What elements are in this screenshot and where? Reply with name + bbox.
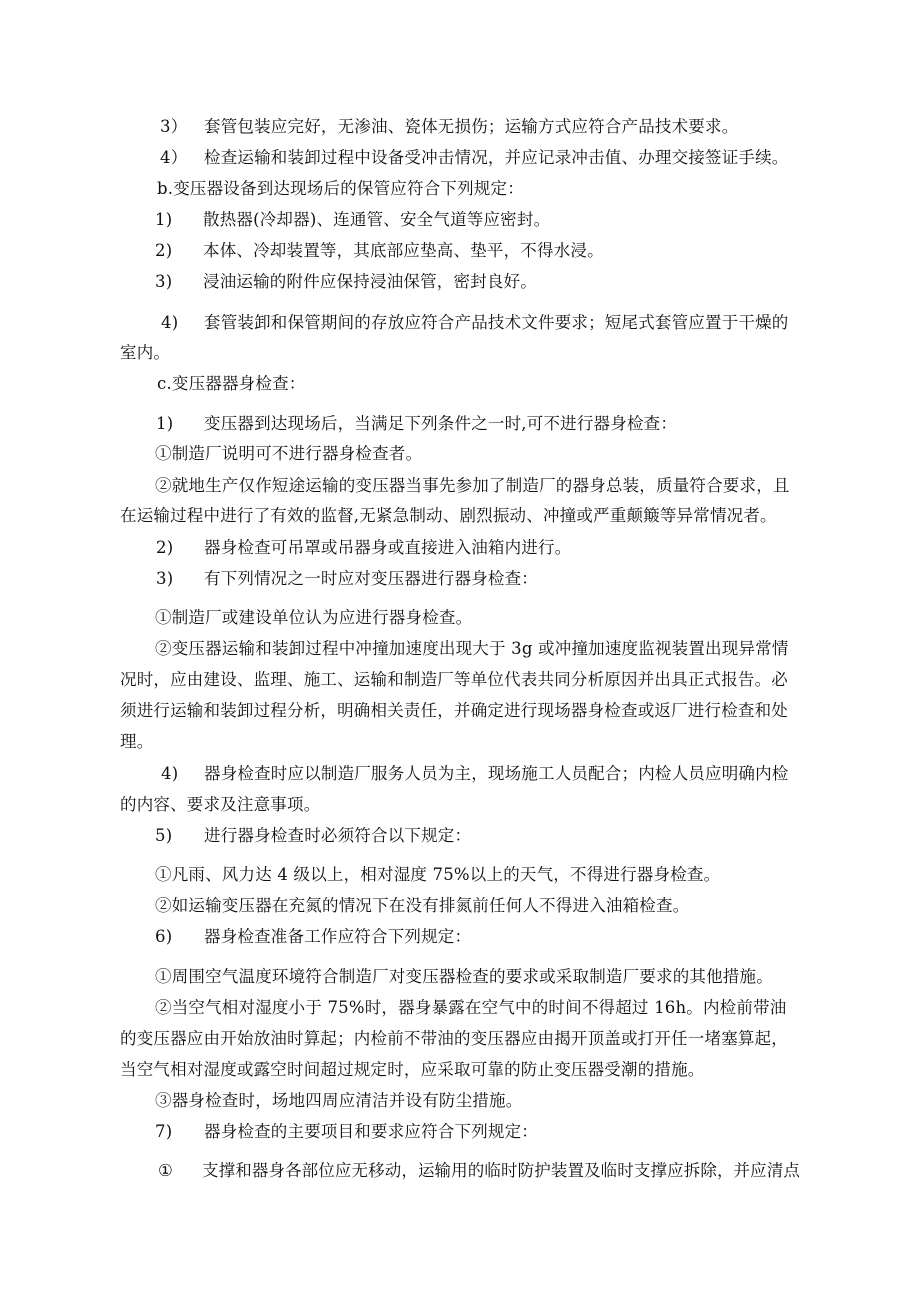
item-text: 器身检查准备工作应符合下列规定： [204,927,472,946]
section-heading-text: c.变压器器身检查： [157,374,306,393]
item-number: 2) [155,241,173,260]
item-number: ① [158,1161,173,1180]
line-text: ②当空气相对湿度小于 75%时，器身暴露在空气中的时间不得超过 16h。内检前带油 [155,998,787,1017]
item-number: 3) [155,272,173,291]
item-text: 器身检查时应以制造厂服务人员为主，现场施工人员配合；内检人员应明确内检 [204,764,789,783]
line-text: ②就地生产仅作短途运输的变压器当事先参加了制造厂的器身总装，质量符合要求，且 [155,476,790,495]
item-text: 有下列情况之一时应对变压器进行器身检查： [204,569,538,588]
item-number: 4） [160,148,188,167]
item-number: 1) [155,210,173,229]
item-text: 套管包装应完好，无渗油、瓷体无损伤；运输方式应符合产品技术要求。 [204,117,739,136]
line-text: ②如运输变压器在充氮的情况下在没有排氮前任何人不得进入油箱检查。 [155,896,690,915]
line-text: ①制造厂或建设单位认为应进行器身检查。 [155,608,473,627]
line-text: 的内容、要求及注意事项。 [120,795,321,814]
item-text: 浸油运输的附件应保持浸油保管，密封良好。 [203,272,537,291]
section-heading-text: b.变压器设备到达现场后的保管应符合下列规定： [157,179,524,198]
item-number: 2) [156,538,174,557]
line-text: 室内。 [120,343,171,362]
line-text: ①制造厂说明可不进行器身检查者。 [155,444,423,463]
line-text: ①周围空气温度环境符合制造厂对变压器检查的要求或采取制造厂要求的其他措施。 [155,967,773,986]
line-text: 须进行运输和装卸过程分析，明确相关责任，并确定进行现场器身检查或返厂进行检查和处 [120,701,788,720]
item-number: 4) [161,764,179,783]
item-number: 3) [156,569,174,588]
item-text: 本体、冷却装置等，其底部应垫高、垫平，不得水浸。 [203,241,604,260]
item-number: 5) [155,826,173,845]
item-text: 散热器(冷却器)、连通管、安全气道等应密封。 [203,210,551,229]
item-text: 器身检查的主要项目和要求应符合下列规定： [204,1122,538,1141]
item-number: 7) [155,1122,173,1141]
item-text: 变压器到达现场后，当满足下列条件之一时,可不进行器身检查： [204,414,678,433]
item-text: 进行器身检查时必须符合以下规定： [204,826,472,845]
line-text: 理。 [120,732,154,751]
item-number: 3） [160,117,188,136]
item-number: 6) [155,927,173,946]
line-text: ③器身检查时，场地四周应清洁并设有防尘措施。 [155,1091,523,1110]
item-number: 4) [161,313,179,332]
line-text: 况时，应由建设、监理、施工、运输和制造厂等单位代表共同分析原因并出具正式报告。必 [120,670,788,689]
line-text: ②变压器运输和装卸过程中冲撞加速度出现大于 3g 或冲撞加速度监视装置出现异常情 [155,639,789,658]
item-text: 支撑和器身各部位应无移动，运输用的临时防护装置及临时支撑应拆除，并应清点 [202,1161,800,1180]
item-text: 检查运输和装卸过程中设备受冲击情况，并应记录冲击值、办理交接签证手续。 [204,148,789,167]
item-text: 器身检查可吊罩或吊器身或直接进入油箱内进行。 [204,538,572,557]
line-text: 当空气相对湿度或露空时间超过规定时，应采取可靠的防止变压器受潮的措施。 [120,1060,705,1079]
line-text: ①凡雨、风力达 4 级以上，相对湿度 75%以上的天气，不得进行器身检查。 [155,865,721,884]
line-text: 在运输过程中进行了有效的监督,无紧急制动、剧烈振动、冲撞或严重颠簸等异常情况者。 [120,506,777,525]
item-number: 1) [156,414,174,433]
line-text: 的变压器应由开始放油时算起；内检前不带油的变压器应由揭开顶盖或打开任一堵塞算起， [120,1029,788,1048]
item-text: 套管装卸和保管期间的存放应符合产品技术文件要求；短尾式套管应置于干燥的 [204,313,789,332]
